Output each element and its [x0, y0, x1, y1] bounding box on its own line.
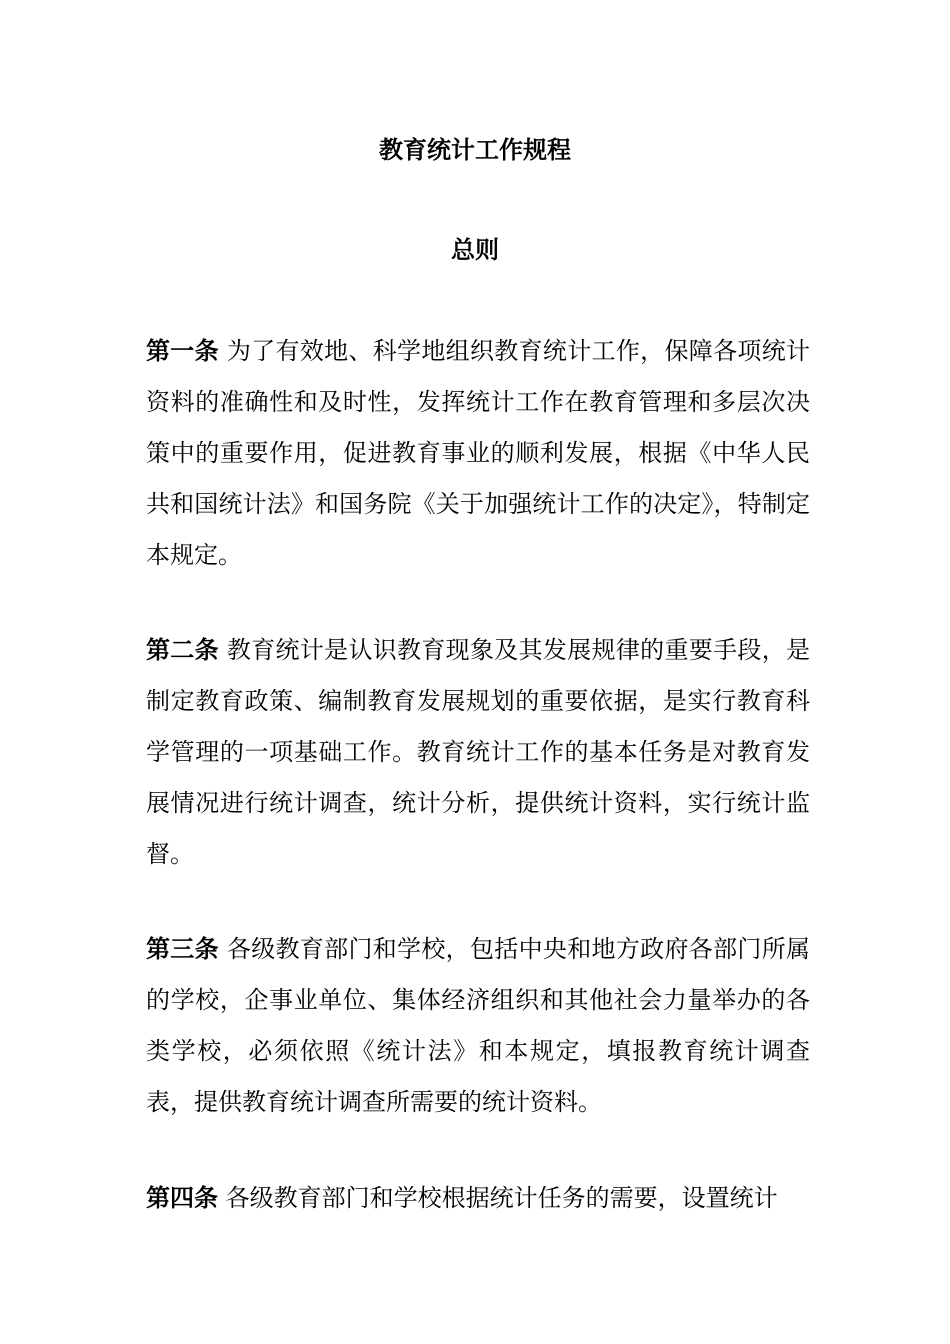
article-paragraph: [146, 1172, 810, 1224]
article-text: 各级教育部门和学校根据统计任务的需要，设置统计: [225, 1184, 778, 1212]
article-label: 第四条: [146, 1183, 218, 1212]
article-text: 为了有效地、科学地组织教育统计工作，保障各项统计资料的准确性和及时性，发挥统计工作在教育管理和多层次决策中的重要作用，促进教育事业的顺利发展，根据《中华人民共和国统计法》和国务院《关于加强统计工作的决定》，特制定本规定。: [146, 337, 811, 569]
article-paragraph: [146, 325, 810, 581]
article-text: 教育统计是认识教育现象及其发展规律的重要手段，是制定教育政策、编制教育发展规划的重要依据，是实行教育科学管理的一项基础工作。教育统计工作的基本任务是对教育发展情况进行统计调查，统计分析，提供统计资料，实行统计监督。: [146, 636, 811, 868]
section-heading: 总则: [451, 235, 499, 264]
article-text: 各级教育部门和学校，包括中央和地方政府各部门所属的学校，企事业单位、集体经济组织和其他社会力量举办的各类学校，必须依照《统计法》和本规定，填报教育统计调查表，提供教育统计调查所需要的统计资料。: [146, 935, 811, 1116]
document-title: 教育统计工作规程: [379, 135, 571, 164]
article-paragraph: [146, 624, 810, 880]
article-paragraph: [146, 923, 810, 1128]
article-label: 第三条: [146, 934, 219, 963]
article-label: 第一条: [146, 336, 219, 365]
article-label: 第二条: [146, 635, 219, 664]
